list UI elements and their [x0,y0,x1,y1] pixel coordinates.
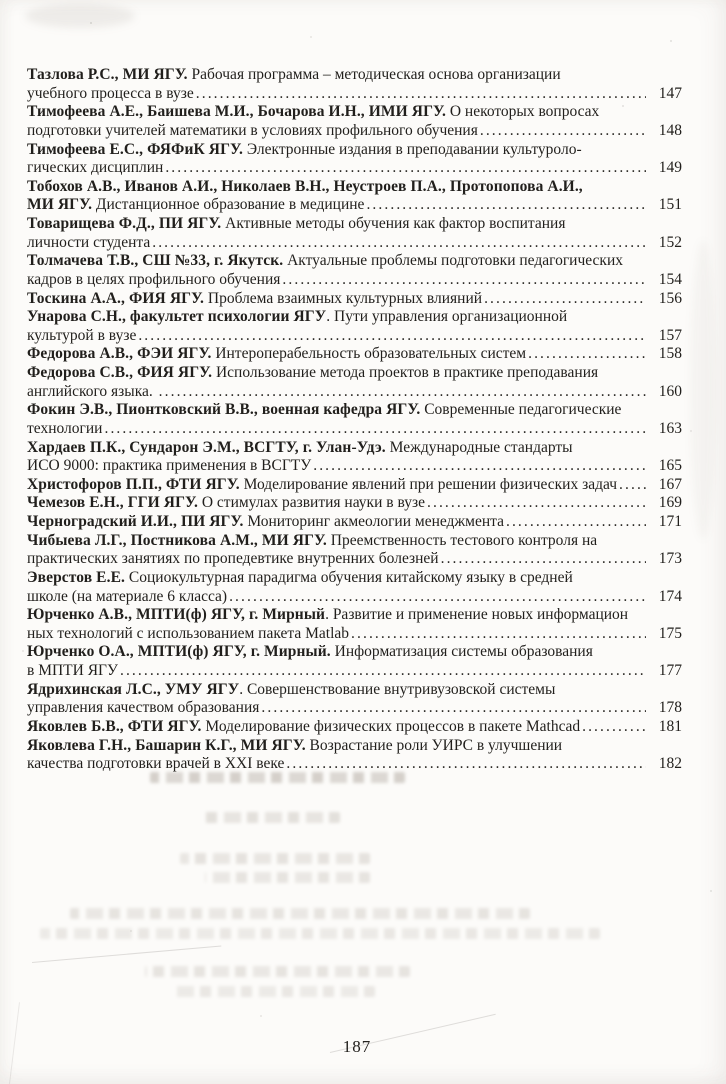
toc-line [27,401,682,420]
page-ref-number: 160 [658,382,682,400]
author-text: Федорова С.В., ФИЯ ЯГУ. [27,364,213,381]
author-text: МИ ЯГУ. [27,196,93,214]
toc-line [27,718,682,737]
page-ref-number: 167 [658,475,682,493]
page-ref-number: 175 [658,624,682,642]
dot-leader [441,550,646,569]
page-ref-number: 178 [658,699,682,717]
page-ref-number: 158 [658,345,682,363]
toc-line [27,327,682,346]
page-ref-number: 148 [658,121,682,139]
toc-line [27,681,682,700]
title-text: Электронные издания в преподавании культуроло- [242,140,582,158]
bleedthrough-artifact [205,872,370,883]
toc-line [27,476,682,495]
toc-entry [27,66,682,103]
author-text: Чемезов Е.Н., ГГИ ЯГУ. [27,494,198,512]
title-text: О стимулах развития науки в вузе [197,494,425,512]
toc-line [27,178,682,197]
bleedthrough-artifact [200,812,340,823]
title-text: Возрастание роли УИРС в улучшении [305,736,563,754]
title-text: Международные стандарты [385,438,573,456]
author-text: Тимофеева Е.С., ФЯФиК ЯГУ. [27,140,243,158]
bleedthrough-artifact [150,772,405,783]
toc-entry [27,141,682,178]
author-text: Черноградский И.И., ПИ ЯГУ. [27,513,244,530]
toc-line [27,85,682,104]
toc-line [27,271,682,290]
title-text: управления качеством образования [27,699,260,717]
author-text: Яковлев Б.В., ФТИ ЯГУ. [27,717,202,735]
author-text: Толмачева Т.В., СШ №33, г. Якутск. [27,252,284,270]
page-ref-number: 169 [658,494,682,512]
dot-leader [261,699,646,718]
toc-line [27,122,682,141]
page-ref-number: 182 [658,755,682,773]
title-text: Актуальные проблемы подготовки педагогических [283,252,623,270]
dot-leader [366,196,646,215]
toc-entry [27,476,682,495]
toc-line [27,662,682,681]
title-text: Мониторинг акмеологии менеджмента [243,513,504,530]
page-ref-number: 147 [658,84,682,102]
toc-line [27,103,682,122]
page-ref-number: 156 [658,289,682,307]
title-text: . Пути управления организационной [326,308,568,326]
dot-leader [313,457,646,476]
toc-line [27,588,682,607]
author-text: Ядрихинская Л.С., УМУ ЯГУ [27,680,240,698]
toc-line [27,215,682,234]
title-text: Дистанционное образование в медицине [92,196,365,214]
toc-line [27,550,682,569]
toc-entry [27,569,682,606]
title-text: качества подготовки врачей в XXI веке [27,755,285,773]
title-text: ИСО 9000: практика применения в ВСГТУ [27,457,312,475]
toc-line [27,66,682,85]
toc-line [27,457,682,476]
title-text: Современные педагогические [420,401,622,419]
toc-entry [27,345,682,364]
toc-entry [27,494,682,513]
dot-leader [138,327,646,346]
title-text: Информатизация системы образования [330,643,593,661]
dot-leader [159,383,646,402]
toc-entry [27,532,682,569]
title-text: Моделирование явлений при решении физических задач [239,475,618,493]
author-text: Тазлова Р.С., МИ ЯГУ. [27,66,188,83]
dot-leader [165,159,646,178]
dot-leader [484,290,646,309]
author-text: Фокин Э.В., Пионтковский В.В., военная кафедра ЯГУ. [27,401,421,419]
title-text: Использование метода проектов в практике преподавания [212,364,599,381]
title-text: практических занятиях по пропедевтике внутренних болезней [27,550,439,568]
toc-line [27,345,682,364]
toc-entry [27,439,682,476]
author-text: Федорова А.В., ФЭИ ЯГУ. [27,345,212,363]
dot-leader [196,85,646,104]
toc-entry [27,308,682,345]
toc-line [27,252,682,271]
dot-leader [104,420,646,439]
title-text: учебного процесса в вузе [27,84,194,102]
title-text: . Развитие и применение новых информацион [325,606,629,624]
author-text: Эверстов Е.Е. [27,568,126,586]
title-text: О некоторых вопросах [445,103,600,121]
author-text: Христофоров П.П., ФТИ ЯГУ. [27,475,240,493]
toc-line [27,439,682,458]
toc-line [27,755,682,774]
title-text: Преемственность тестового контроля на [326,531,598,549]
title-text: технологии [27,419,103,437]
toc-line [27,420,682,439]
toc-line [27,141,682,160]
dot-leader [286,755,646,774]
author-text: Яковлева Г.Н., Башарин К.Г., МИ ЯГУ. [27,736,306,754]
title-text: Моделирование физических процессов в пакете Mathcad [201,717,581,735]
page-ref-number: 157 [658,326,682,344]
toc-entry [27,290,682,309]
author-text: Хардаев П.К., Сундарон Э.М., ВСГТУ, г. Улан-Удэ. [27,438,386,456]
toc-line [27,308,682,327]
folio-page-number: 187 [342,1037,372,1056]
author-text: Товарищева Ф.Д., ПИ ЯГУ. [27,215,222,232]
toc-line [27,532,682,551]
dot-leader [528,345,646,364]
bleedthrough-artifact [40,928,600,939]
title-text: школе (на материале 6 класса) [27,587,228,605]
toc-entry [27,737,682,774]
dot-leader [152,234,646,253]
page-ref-number: 171 [658,513,682,530]
bleedthrough-artifact [145,966,410,977]
toc-entry [27,681,682,718]
toc [27,66,682,774]
scan-smudge-artifact [690,240,716,540]
page-ref-number: 177 [658,662,682,679]
page-ref-number: 173 [658,550,682,568]
toc-entry [27,215,682,252]
dot-leader [120,662,646,681]
toc-line [27,699,682,718]
dot-leader [619,476,646,495]
title-text: Интероперабельность образовательных систем [211,345,527,363]
toc-entry [27,718,682,737]
title-text: культурой в вузе [27,326,137,344]
bleedthrough-artifact [70,908,530,919]
toc-entry [27,606,682,643]
author-text: Тимофеева А.Е., Баишева М.И., Бочарова И.Н., ИМИ ЯГУ. [27,103,446,121]
toc-line [27,569,682,588]
page-ref-number: 165 [658,457,682,475]
toc-line [27,737,682,756]
author-text: Юрченко О.А., МПТИ(ф) ЯГУ, г. Мирный. [27,643,331,661]
dot-leader [582,718,646,737]
page-ref-number: 149 [658,159,682,177]
toc-entry [27,513,682,532]
toc-line [27,290,682,309]
title-text: в МПТИ ЯГУ [27,662,118,679]
dot-leader [229,588,646,607]
scan-speck-artifact [10,10,12,12]
bleedthrough-artifact [175,986,375,997]
author-text: Тобохов А.В., Иванов А.И., Николаев В.Н., Неустроев П.А., Протопопова А.И., [27,177,583,195]
toc-entry [27,643,682,680]
title-text: . Совершенствование внутривузовской системы [239,680,556,698]
toc-line [27,196,682,215]
toc-line [27,159,682,178]
toc-entry [27,364,682,401]
toc-line [27,513,682,532]
dot-leader [506,513,646,532]
toc-entry [27,103,682,140]
title-text: личности студента [27,233,151,251]
title-text: ных технологий с использованием пакета Matlab [27,624,350,642]
author-text: Юрченко А.В., МПТИ(ф) ЯГУ, г. Мирный [27,606,326,624]
toc-line [27,494,682,513]
dot-leader [351,625,646,644]
page-ref-number: 163 [658,419,682,437]
page-ref-number: 151 [658,196,682,214]
bleedthrough-artifact [180,853,370,864]
toc-entry [27,401,682,438]
title-text: подготовки учителей математики в условиях профильного обучения [27,121,478,139]
page-ref-number: 152 [658,233,682,251]
author-text: Унарова С.Н., факультет психологии ЯГУ [27,308,327,326]
page-ref-number: 174 [658,587,682,605]
toc-line [27,364,682,383]
title-text: Проблема взаимных культурных влияний [204,289,483,307]
author-text: Чибыева Л.Г., Постникова А.М., МИ ЯГУ. [27,531,327,549]
title-text: английского языка. [27,382,157,400]
title-text: Социокультурная парадигма обучения китайскому языку в средней [125,568,573,586]
dot-leader [427,494,646,513]
title-text: Рабочая программа – методическая основа организации [187,66,561,83]
title-text: кадров в целях профильного обучения [27,270,281,288]
scratch-artifact [32,945,221,963]
dot-leader [282,271,646,290]
toc-line [27,234,682,253]
title-text: Активные методы обучения как фактор воспитания [221,215,566,232]
toc-line [27,383,682,402]
page-ref-number: 154 [658,270,682,288]
toc-line [27,643,682,662]
toc-entry [27,252,682,289]
toc-line [27,606,682,625]
scan-smudge-artifact [25,4,135,28]
toc-line [27,625,682,644]
title-text: гических дисциплин [27,159,164,177]
dot-leader [480,122,646,141]
author-text: Тоскина А.А., ФИЯ ЯГУ. [27,289,204,307]
page-ref-number: 181 [658,717,682,735]
toc-entry [27,178,682,215]
